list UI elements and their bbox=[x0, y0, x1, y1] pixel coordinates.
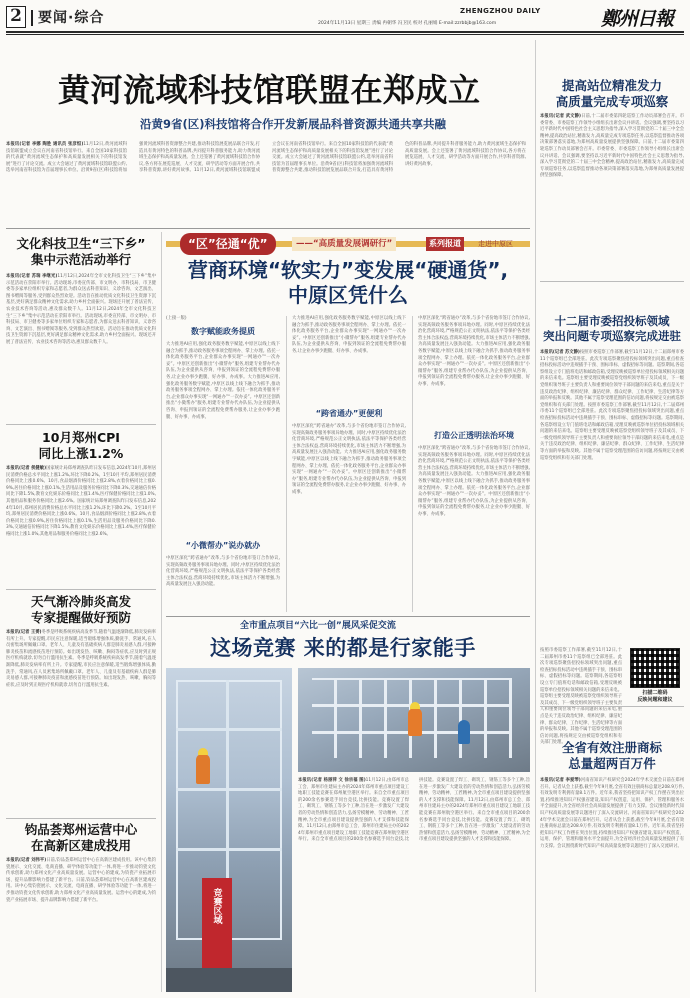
competition-kicker: 全市重点项目“六比一创”展风采促交流 bbox=[240, 621, 396, 631]
scaffold-beam-2 bbox=[176, 788, 282, 791]
header-rule-thin bbox=[6, 34, 684, 35]
article-trademark-body-cont: 河南省知识产权研究会2024年学术交流会日前在郑州召开。记者从会上获悉,截至今年9月底,全省有效注册商标总量达208.9万件,有效发明专利拥有量8.1万件。近年来,我省坚持把知识产权工作摆在突出位置,持续推进知识产权强省建设,知识产权创造、运用、保护、管理和服务水平全面提升,为全省经济社会高质量发展提供了有力支撑。会议围绕新时代知识产权高质量发展等议题进行了深入交流研讨。 bbox=[540, 810, 685, 849]
feature-body-e-cont: 大力推进AI应用,强化政务服务数字赋能,中原区以线上线下融合为抓手,推动政务服务事项全程网办、掌上办理。依托一体化政务服务平台,企业群众办事实现“一网通办”“一次办妥”。中原区还创新推出“小微帮办”服务,组建专业帮办代办队伍,为企业提供从咨询、申报到领证的全流程免费帮办服务,让企业办事少跑腿、好办事、办成事。 bbox=[418, 342, 530, 387]
newspaper-logo: 鄭州日報 bbox=[601, 8, 674, 30]
feature-body-f-cont: 大力推进AI应用,强化政务服务数字赋能,中原区以线上线下融合为抓手,推动政务服务事项全程网办、掌上办理。依托一体化政务服务平台,企业群众办事实现“一网通办”“一次办妥”。中原区还创新推出“小微帮办”服务,组建专业帮办代办队伍,为企业提供从咨询、申报到领证的全流程免费帮办服务,让企业办事少跑腿、好办事、办成事。 bbox=[418, 472, 530, 517]
competition-photo bbox=[166, 668, 292, 992]
worker-2 bbox=[408, 708, 422, 736]
section-divider bbox=[31, 10, 33, 26]
article-trademark-byline: 本报讯(记者 李爱琴) bbox=[540, 778, 581, 783]
article-cpi-body: 国家统计局郑州调查队昨日发布信息,2024年10月,郑州居民消费价格总水平同比上涨1.2%,环比下降0.2%。1至10月平均,郑州居民消费价格同比上涨0.6%。10月,食品烟酒价格同比上涨2.8%,衣着价格同比上涨0.9%,居住价格同比上涨0.1%,生活用品及服务价格同比下降0.3%,交通通信价格同比下降1.5%,教育文化娱乐价格同比上涨1.4%,医疗保健价格同比上涨1.0%,其他用品和服务价格同比上涨2.6%。 bbox=[6, 466, 156, 504]
feature-subhead-1: 数字赋能政务提质 bbox=[191, 327, 255, 336]
qr-code[interactable] bbox=[630, 648, 680, 688]
feature-banner-sub: 走进中原区 bbox=[478, 240, 513, 248]
competition-text-cols bbox=[298, 778, 530, 992]
article-cpi bbox=[6, 430, 156, 584]
feature-col-1 bbox=[166, 316, 280, 612]
article-cultural-title: 文化科技卫生“三下乡” 集中示范活动举行 bbox=[16, 236, 146, 267]
feature-banner-right: 系列报道 bbox=[426, 237, 464, 251]
lead-bottom-rule bbox=[6, 228, 530, 229]
competition-body bbox=[298, 668, 530, 992]
article-cpi-byline: 本报讯(记者 侯健敏) bbox=[6, 466, 47, 471]
left-rule-2 bbox=[6, 589, 156, 590]
article-cpi-title: 10月郑州CPI 同比上涨1.2% bbox=[38, 430, 124, 461]
article-junpinhui-body-cont: 日前,钧品荟郑州运营中心在高新区建成投用。该中心集钧瓷展示、文化交流、电商直播、研学体验等功能于一体,将进一步推动钧瓷文化传承创新,助力郑州文化产业高质量发展。运营中心的建成,为钧瓷产业拓展市场、提升品牌影响力搭建了新平台。 bbox=[6, 877, 157, 903]
article-cultural-byline: 本报讯(记者 苏瑞 李继光) bbox=[6, 274, 58, 279]
article-cultural bbox=[6, 234, 156, 421]
article-inspection bbox=[540, 78, 684, 278]
worker-2-helmet bbox=[410, 702, 420, 709]
left-column-divider bbox=[161, 232, 162, 992]
article-inspection-body-cont: 日前,十二届市委第四轮巡察工作动员部署会召开。市委常委、市委巡察工作领导小组组长出席会议并讲话。会议强调,要坚持以习近平新时代中国特色社会主义思想为指导,深入学习贯彻党的二十届三中全会精神,提高政治站位,精准发力,高质量完成专项巡察任务,以巡察监督推动各项决策部署落实落地,为郑州高质量发展提供坚强保障。 bbox=[540, 140, 684, 179]
feature-subhead-2: “小微帮办”说办就办 bbox=[185, 541, 261, 550]
feature-col-divider-1 bbox=[286, 316, 287, 612]
article-junpinhui-byline: 本报讯(记者 刘伟平) bbox=[6, 858, 47, 863]
feature-col-divider-2 bbox=[412, 316, 413, 612]
article-bidding-byline: 本报讯(记者 苏文静) bbox=[540, 350, 580, 355]
lead-subtitle: 沿黄9省(区)科技馆将合作开发新展品科普资源共通共享共融 bbox=[140, 117, 447, 131]
lead-story bbox=[6, 60, 530, 210]
article-bidding-body-cont: 按照市委巡察工作部署,截至11月12日,十二届郑州市委11个巡察组已全部进驻。此次专项巡察聚焦招投标领域突出问题,重点检查招标投标活动中违规插手干预、围标串标、虚假招标等问题。巡察期间,各巡察组设立专门值班电话和邮政信箱,受理反映被巡察单位招投标领域相关问题的来信来电。巡察组主要受理反映被巡察党组织领导班子及其成员、下一级党组织领导班子主要负责人和重要岗位领导干部问题的来信来电,重点是关于违反政治纪律、组织纪律、廉洁纪律、群众纪律、工作纪律、生活纪律等方面的举报和反映。其他不属于巡察受理范围的信访问题,将按规定交由被巡察党组织和有关部门处理。 bbox=[540, 402, 685, 461]
worker-3 bbox=[458, 720, 470, 744]
article-junpinhui-title: 钧品荟郑州运营中心 在高新区建成投用 bbox=[24, 822, 138, 853]
feature-intro: (上接一版) bbox=[166, 316, 187, 321]
article-cultural-body-cont: 11月12日,2024年全市文化科技卫生“三下乡”集中示范活动在荥阳市举行。活动现场,市委宣传部、市文明办、市科技局、市卫健委等多家单位组织专家和志愿者,为群众送去科普知识、义诊咨询、文艺演出、图书赠阅等服务,受到群众热烈欢迎。活动旨在推动优质文化科技卫生资源下沉基层,更好满足群众精神文化需求,助力乡村全面振兴。现场还开展了普法宣传、农业技术咨询等活动,惠及群众数千人。 bbox=[6, 306, 156, 345]
scaffold-beam-1 bbox=[176, 728, 282, 731]
article-inspection-body: 日前,十二届市委第四轮巡察工作动员部署会召开。市委常委、市委巡察工作领导小组组长出席会议并讲话。会议强调,要坚持以习近平新时代中国特色社会主义思想为指导,深入学习贯彻党的二十届三中全会精神,提高政治站位,精准发力,高质量完成专项巡察任务,以巡察监督推动各项决策部署落实落地,为郑州高质量发展提供坚强保障。 bbox=[540, 114, 684, 146]
paper-name-en: ZHENGZHOU DAILY bbox=[460, 7, 541, 15]
right-rule-1 bbox=[540, 281, 684, 282]
feature-body-d: 中原区深化“跨省通办”改革,与多个省份地市签订合作协议,实现高频政务服务事项异地办理。同时,中原区持续优化法治化营商环境,严格规范公正文明执法,依法平等保护各类经营主体合法权益,营商环境持续优化,市场主体活力不断增强,为高质量发展注入强劲动能。 bbox=[292, 424, 406, 456]
article-bidding-body: 按照市委巡察工作部署,截至11月12日,十二届郑州市委11个巡察组已全部进驻。此次专项巡察聚焦招投标领域突出问题,重点检查招标投标活动中违规插手干预、围标串标、虚假招标等问题。巡察期间,各巡察组设立专门值班电话和邮政信箱,受理反映被巡察单位招投标领域相关问题的来信来电。巡察组主要受理反映被巡察党组织领导班子及其成员、下一级党组织领导班子主要负责人和重要岗位领导干部问题的来信来电,重点是关于违反政治纪律、组织纪律、廉洁纪律、群众纪律、工作纪律、生活纪律等方面的举报和反映。其他不属于巡察受理范围的信访问题,将按规定交由被巡察党组织和有关部门处理。 bbox=[540, 350, 684, 408]
article-pneumonia-body: 冬季是呼吸系统疾病高发季节,随着气温逐渐降低,肺炎发病率有所上升。专家提醒,市民应注意保暖,适当锻炼增强体质,勤洗手、常通风,在人员密集场所佩戴口罩。老年人、儿童及有基础疾病人群是肺炎易感人群,可接种肺炎疫苗和流感疫苗进行预防。如出现发热、咳嗽、胸闷等症状,应及时到正规医疗机构就诊,切勿自行滥用抗生素。 bbox=[6, 630, 156, 662]
left-rule-1 bbox=[6, 424, 156, 425]
feature-subhead-4: 打造公正透明法治环境 bbox=[434, 431, 514, 440]
feature-body-d-cont: 大力推进AI应用,强化政务服务数字赋能,中原区以线上线下融合为抓手,推动政务服务事项全程网办、掌上办理。依托一体化政务服务平台,企业群众办事实现“一网通办”“一次办妥”。中原区还创新推出“小微帮办”服务,组建专业帮办代办队伍,为企业提供从咨询、申报到领证的全流程免费帮办服务,让企业办事少跑腿、好办事、办成事。 bbox=[292, 450, 407, 495]
header-rule bbox=[6, 31, 684, 33]
article-inspection-byline: 本报讯(记者 武文静) bbox=[540, 114, 581, 119]
date-line: 2024年11月13日 星期三 责编 冉朝华 冯卫民 校对 孔丽娟 E-mail:zzrbbjb@163.com bbox=[318, 21, 497, 26]
article-pneumonia bbox=[6, 594, 156, 814]
competition-text-cont: 11月12日,由郑州市总工会、郑州市住建局主办的2024年郑州市重点项目建设工地职工技能竞赛在郑州航空港区举行。来自全市重点项目的200余名参赛选手同台竞技,比拼技能。竞赛设置了焊工、砌筑工、钢筋工等多个工种,旨在进一步激发广大建设者的劳动热情和创造活力,弘扬劳模精神、劳动精神、工匠精神,为全市重点项目建设提供坚强的人才支撑和技能保障。 bbox=[298, 778, 530, 843]
right-column-divider bbox=[535, 40, 536, 992]
feature-body-b: 中原区深化“跨省通办”改革,与多个省份地市签订合作协议,实现高频政务服务事项异地办理。同时,中原区持续优化法治化营商环境,严格规范公正文明执法,依法平等保护各类经营主体合法权益,营商环境持续优化,市场主体活力不断增强,为高质量发展注入强劲动能。 bbox=[166, 556, 280, 588]
competition-text: 11月12日,由郑州市总工会、郑州市住建局主办的2024年郑州市重点项目建设工地职工技能竞赛在郑州航空港区举行。来自全市重点项目的200余名参赛选手同台竞技,比拼技能。竞赛设置了焊工、砌筑工、钢筋工等多个工种,旨在进一步激发广大建设者的劳动热情和创造活力,弘扬劳模精神、劳动精神、工匠精神,为全市重点项目建设提供坚强的人才支撑和技能保障。 bbox=[298, 778, 409, 830]
competition-title: 这场竞赛 来的都是行家能手 bbox=[210, 636, 476, 660]
feature-subhead-3: “跨省通办”更便利 bbox=[315, 409, 383, 418]
worker-figure bbox=[196, 754, 210, 784]
feature-banner-left: “区”径通“优” bbox=[180, 233, 276, 255]
ground bbox=[166, 968, 292, 992]
article-trademark bbox=[540, 740, 684, 992]
feature-banner-mid: ——“高质量发展调研行” bbox=[292, 237, 396, 251]
feature-banner bbox=[166, 233, 530, 255]
lead-text-repeat: 11月12日,黄河流域科技馆联盟成立会议在河南省科技馆举行。来自全国10家科技馆的代表就“黄河流域生态保护和高质量发展相关下的科技馆发展”进行了讨论交流。成立大会通过了黄河流域科技馆联盟公约,选举河南省科技馆为首届理事长单位。沿黄9省(区)科技馆将加强黄河流域科普资源整合共建,推动科技馆展览展品联合开发,打造具有黄河特色的科普品牌,共同提升科普服务能力,助力黄河流域生态保护和高质量发展。会上还签署了黄河流域科技馆合作协议,各方将在展览巡展、人才交流、研学活动等方面开展合作,共享科普资源,讲好黄河故事。 bbox=[193, 142, 526, 174]
feature-body bbox=[166, 316, 530, 612]
article-cultural-body: 11月12日,2024年全市文化科技卫生“三下乡”集中示范活动在荥阳市举行。活动现场,市委宣传部、市文明办、市科技局、市卫健委等多家单位组织专家和志愿者,为群众送去科普知识、义诊咨询、文艺演出、图书赠阅等服务,受到群众热烈欢迎。活动旨在推动优质文化科技卫生资源下沉基层,更好满足群众精神文化需求,助力乡村全面振兴。现场还开展了普法宣传、农业技术咨询等活动,惠及群众数千人。 bbox=[6, 274, 157, 312]
article-bidding bbox=[540, 286, 685, 746]
article-junpinhui-body: 日前,钧品荟郑州运营中心在高新区建成投用。该中心集钧瓷展示、文化交流、电商直播、研学体验等功能于一体,将进一步推动钧瓷文化传承创新,助力郑州文化产业高质量发展。运营中心的建成,为钧瓷产业拓展市场、提升品牌影响力搭建了新平台。 bbox=[6, 858, 156, 883]
feature-col-3 bbox=[418, 316, 530, 612]
feature-col-2 bbox=[292, 316, 406, 612]
feature-title: 营商环境“软实力”变发展“硬通货”, 中原区凭什么 bbox=[187, 258, 509, 307]
feature-body-a: 大力推进AI应用,强化政务服务数字赋能,中原区以线上线下融合为抓手,推动政务服务事项全程网办、掌上办理。依托一体化政务服务平台,企业群众办事实现“一网通办”“一次办妥”。中原区还创新推出“小微帮办”服务,组建专业帮办代办队伍,为企业提供从咨询、申报到领证的全流程免费帮办服务,让企业办事少跑腿、好办事、办成事。 bbox=[166, 342, 280, 380]
feature-body-c: 大力推进AI应用,强化政务服务数字赋能,中原区以线上线下融合为抓手,推动政务服务事项全程网办、掌上办理。依托一体化政务服务平台,企业群众办事实现“一网通办”“一次办妥”。中原区还创新推出“小微帮办”服务,组建专业帮办代办队伍,为企业提供从咨询、申报到领证的全流程免费帮办服务,让企业办事少跑腿、好办事、办成事。 bbox=[292, 316, 406, 354]
article-trademark-body: 河南省知识产权研究会2024年学术交流会日前在郑州召开。记者从会上获悉,截至今年9月底,全省有效注册商标总量达208.9万件,有效发明专利拥有量8.1万件。近年来,我省坚持把知识产权工作摆在突出位置,持续推进知识产权强省建设,知识产权创造、运用、保护、管理和服务水平全面提升,为全省经济社会高质量发展提供了有力支撑。会议围绕新时代知识产权高质量发展等议题进行了深入交流研讨。 bbox=[540, 778, 684, 816]
article-inspection-title: 提高站位精准发力 高质量完成专项巡察 bbox=[555, 78, 669, 109]
lead-title: 黄河流域科技馆联盟在郑成立 bbox=[58, 71, 481, 109]
article-pneumonia-title: 天气渐冷肺炎高发 专家提醒做好预防 bbox=[30, 594, 131, 625]
competition-photo-2 bbox=[298, 668, 530, 772]
feature-body-a-cont: 大力推进AI应用,强化政务服务数字赋能,中原区以线上线下融合为抓手,推动政务服务事项全程网办、掌上办理。依托一体化政务服务平台,企业群众办事实现“一网通办”“一次办妥”。中原区还创新推出“小微帮办”服务,组建专业帮办代办队伍,为企业提供从咨询、申报到领证的全流程免费帮办服务,让企业办事少跑腿、好办事、办成事。 bbox=[166, 374, 280, 420]
article-junpinhui bbox=[6, 822, 156, 994]
lead-byline: 本报讯(记者 李娜 陶胜 通讯员 张彦恒) bbox=[6, 142, 84, 147]
article-bidding-title: 十二届市委招投标领域 突出问题专项巡察完成进驻 bbox=[543, 314, 681, 343]
right-rule-2 bbox=[540, 706, 684, 707]
feature-body-f: 中原区深化“跨省通办”改革,与多个省份地市签订合作协议,实现高频政务服务事项异地办理。同时,中原区持续优化法治化营商环境,严格规范公正文明执法,依法平等保护各类经营主体合法权益,营商环境持续优化,市场主体活力不断增强,为高质量发展注入强劲动能。 bbox=[418, 446, 530, 478]
article-bidding-bottom bbox=[540, 648, 622, 746]
page-number: 2 bbox=[10, 6, 22, 26]
competition-byline: 本报讯(记者 杨丽萍 文 徐宗福 图) bbox=[298, 778, 366, 783]
lead-text: 11月12日,黄河流域科技馆联盟成立会议在河南省科技馆举行。来自全国10家科技馆的代表就“黄河流域生态保护和高质量发展相关下的科技馆发展”进行了讨论交流。成立大会通过了黄河流域科技馆联盟公约,选举河南省科技馆为首届理事长单位。沿黄9省(区)科技馆将加强黄河流域科普资源整合共建,推动科技馆展览展品联合开发,打造具有黄河特色的科普品牌,共同提升科普服务能力,助力黄河流域生态保护和高质量发展。会上还签署了黄河流域科技馆合作协议,各方将在展览巡展、人才交流、研学活动等方面开展合作,共享科普资源,讲好黄河故事。 bbox=[6, 142, 260, 174]
article-trademark-title: 全省有效注册商标 总量超两百万件 bbox=[561, 740, 662, 771]
left-rule-3 bbox=[6, 818, 156, 819]
feature-body-e: 中原区深化“跨省通办”改革,与多个省份地市签订合作协议,实现高频政务服务事项异地办理。同时,中原区持续优化法治化营商环境,严格规范公正文明执法,依法平等保护各类经营主体合法权益,营商环境持续优化,市场主体活力不断增强,为高质量发展注入强劲动能。 bbox=[418, 316, 530, 348]
qr-label: 扫描二维码 反映问题和建议 bbox=[637, 690, 673, 703]
article-pneumonia-body-cont: 冬季是呼吸系统疾病高发季节,随着气温逐渐降低,肺炎发病率有所上升。专家提醒,市民应注意保暖,适当锻炼增强体质,勤洗手、常通风,在人员密集场所佩戴口罩。老年人、儿童及有基础疾病人群是肺炎易感人群,可接种肺炎疫苗和流感疫苗进行预防。如出现发热、咳嗽、胸闷等症状,应及时到正规医疗机构就诊,切勿自行滥用抗生素。 bbox=[6, 656, 156, 688]
feature-bottom-rule bbox=[166, 616, 530, 617]
worker-helmet bbox=[198, 748, 208, 755]
article-pneumonia-byline: 本报讯(记者 王赟) bbox=[6, 630, 42, 635]
competition-banner-text: 竞赛区域 bbox=[211, 888, 222, 924]
page-number-box bbox=[6, 6, 26, 28]
section-title: 要闻·综合 bbox=[38, 10, 105, 26]
lead-body bbox=[6, 142, 526, 206]
competition-text-cont2: 11月12日,由郑州市总工会、郑州市住建局主办的2024年郑州市重点项目建设工地职工技能竞赛在郑州航空港区举行。来自全市重点项目的200余名参赛选手同台竞技,比拼技能。竞赛设置了焊工、砌筑工、钢筋工等多个工种,旨在进一步激发广大建设者的劳动热情和创造活力,弘扬劳模精神、劳动精神、工匠精神,为全市重点项目建设提供坚强的人才支撑和技能保障。 bbox=[419, 797, 530, 843]
article-bidding-body-tail: 按照市委巡察工作部署,截至11月12日,十二届郑州市委11个巡察组已全部进驻。此次专项巡察聚焦招投标领域突出问题,重点检查招标投标活动中违规插手干预、围标串标、虚假招标等问题。巡察期间,各巡察组设立专门值班电话和邮政信箱,受理反映被巡察单位招投标领域相关问题的来信来电。巡察组主要受理反映被巡察党组织领导班子及其成员、下一级党组织领导班子主要负责人和重要岗位领导干部问题的来信来电,重点是关于违反政治纪律、组织纪律、廉洁纪律、群众纪律、工作纪律、生活纪律等方面的举报和反映。其他不属于巡察受理范围的信访问题,将按规定交由被巡察党组织和有关部门处理。 bbox=[540, 648, 622, 746]
article-cpi-body-cont: 国家统计局郑州调查队昨日发布信息,2024年10月,郑州居民消费价格总水平同比上涨1.2%,环比下降0.2%。1至10月平均,郑州居民消费价格同比上涨0.6%。10月,食品烟酒价格同比上涨2.8%,衣着价格同比上涨0.9%,居住价格同比上涨0.1%,生活用品及服务价格同比下降0.3%,交通通信价格同比下降1.5%,教育文化娱乐价格同比上涨1.4%,医疗保健价格同比上涨1.0%,其他用品和服务价格同比上涨2.6%。 bbox=[6, 498, 156, 537]
scaffold-beam-3 bbox=[176, 848, 282, 851]
